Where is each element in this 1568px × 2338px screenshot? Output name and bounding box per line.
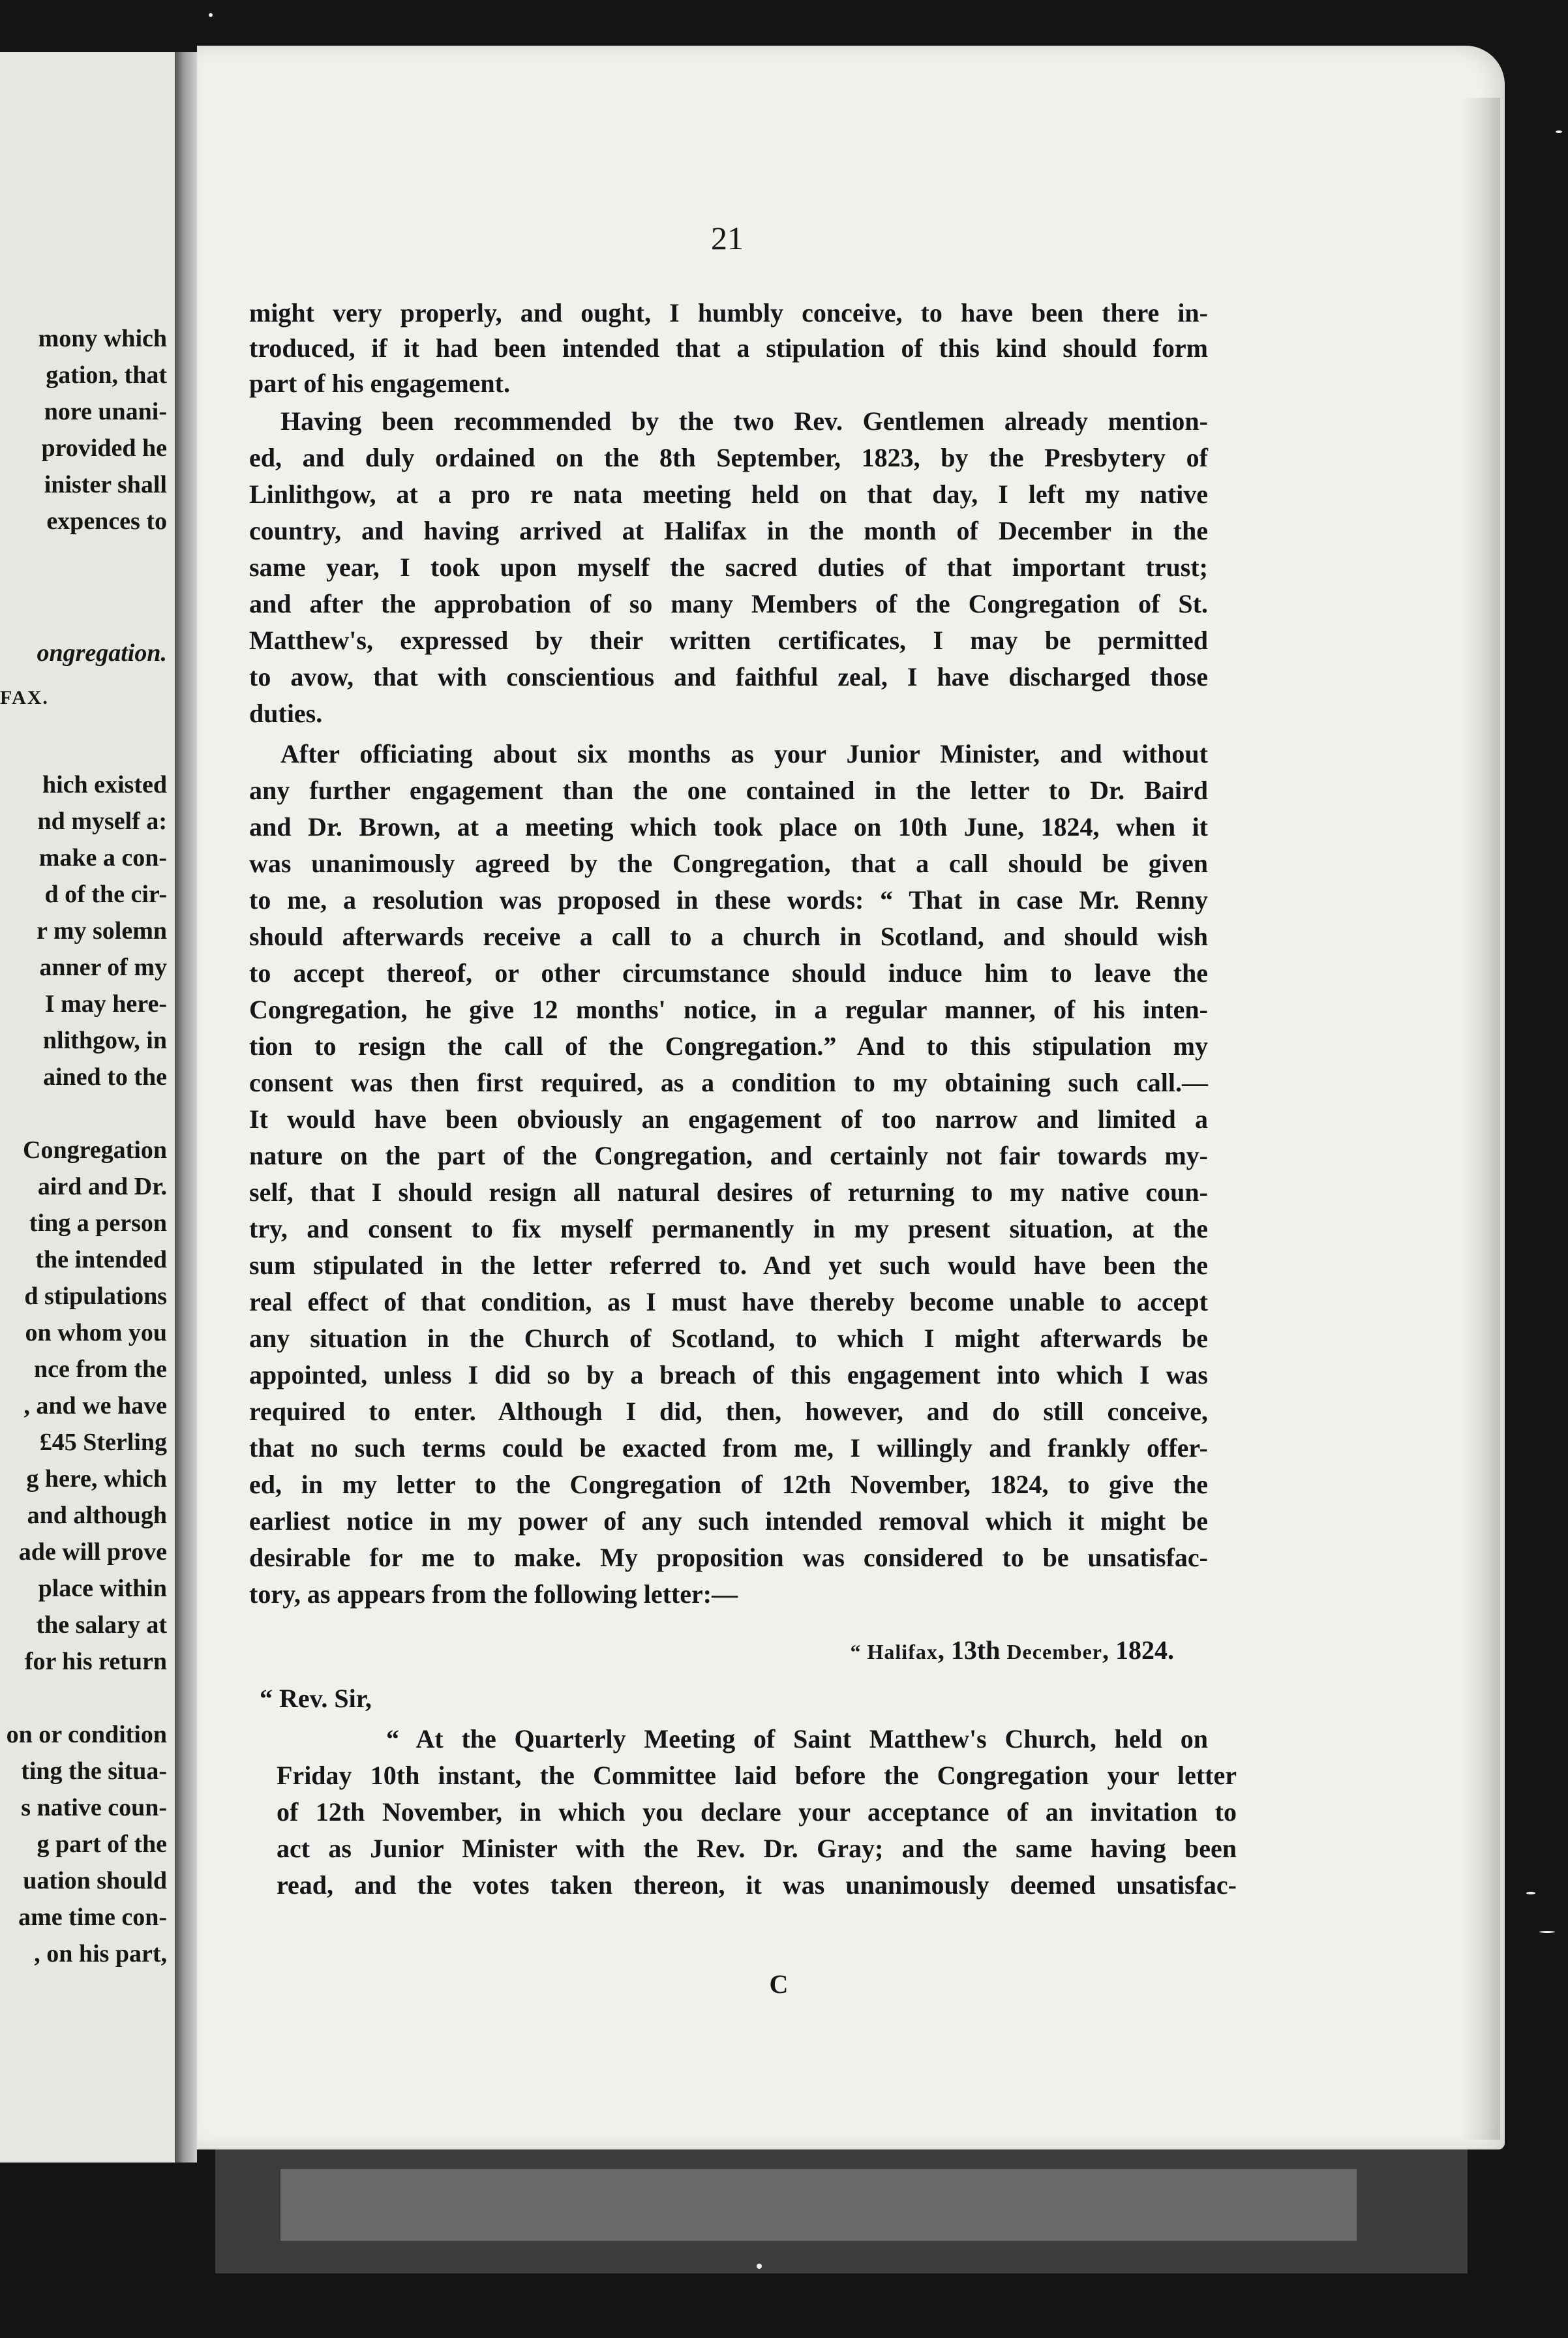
facing-line: r my solemn [37,917,167,945]
page-edge-shadow [1461,98,1500,2140]
facing-line: d of the cir- [44,881,167,908]
body-line: and after the approbation of so many Members of the Congregation of St. [249,589,1208,618]
facing-line: ting a person [29,1209,167,1237]
scan-speck [209,13,213,17]
dateline-year: , 1824. [1102,1635,1174,1665]
body-line: was unanimously agreed by the Congregation, that a call should be given [249,849,1208,878]
facing-line: Congregation [23,1136,167,1164]
letter-line: act as Junior Minister with the Rev. Dr. Gray; and the same having been [277,1834,1237,1863]
body-line: desirable for me to make. My proposition was considered to be unsatisfac- [249,1543,1208,1572]
facing-line: ained to the [43,1063,167,1091]
scan-speck [1526,1892,1535,1894]
body-line: and Dr. Brown, at a meeting which took place on 10th June, 1824, when it [249,812,1208,842]
facing-line: inister shall [44,471,167,498]
body-line: try, and consent to fix myself permanently in my present situation, at the [249,1214,1208,1243]
body-line: After officiating about six months as your Junior Minister, and without [280,739,1208,768]
facing-line: the salary at [36,1611,167,1639]
body-line: self, that I should resign all natural desires of returning to my native coun- [249,1177,1208,1207]
dateline-date: , 13th [937,1635,1007,1665]
facing-line: , and we have [23,1392,167,1420]
facing-line: nlithgow, in [42,1027,167,1054]
facing-line: the intended [35,1246,167,1273]
body-line: Matthew's, expressed by their written certificates, I may be permitted [249,626,1208,655]
facing-line: on or condition [6,1721,167,1748]
book-gutter [175,52,197,2163]
facing-page [0,52,175,2163]
facing-line: on whom you [25,1319,167,1346]
scan-bottom-band-inner [280,2169,1357,2241]
body-line: appointed, unless I did so by a breach of this engagement into which I was [249,1360,1208,1389]
letter-salutation: “ Rev. Sir, [260,1684,372,1713]
dateline-place: “ Halifax [850,1640,938,1663]
facing-line: aird and Dr. [37,1173,167,1200]
body-line: should afterwards receive a call to a church in Scotland, and should wish [249,922,1208,951]
facing-line: ongregation. [37,639,167,667]
body-line: Having been recommended by the two Rev. Gentlemen already mention- [280,406,1208,436]
facing-line: , on his part, [34,1940,167,1967]
facing-line: nore unani- [44,398,167,425]
body-line: earliest notice in my power of any such intended removal which it might be [249,1506,1208,1536]
facing-line: mony which [38,325,167,352]
body-line: troduced, if it had been intended that a stipulation of this kind should form [249,333,1208,363]
body-line: to accept thereof, or other circumstance should induce him to leave the [249,958,1208,988]
facing-line: FAX. [0,687,49,708]
body-line: to me, a resolution was proposed in these words: “ That in case Mr. Renny [249,885,1208,915]
body-line: nature on the part of the Congregation, and certainly not fair towards my- [249,1141,1208,1170]
facing-line: £45 Sterling [39,1429,167,1456]
body-line: tory, as appears from the following letter:— [249,1579,738,1609]
body-line: any situation in the Church of Scotland, to which I might afterwards be [249,1324,1208,1353]
facing-line: I may here- [44,990,167,1018]
facing-line: d stipulations [24,1283,167,1310]
body-line: tion to resign the call of the Congregation.” And to this stipulation my [249,1031,1208,1061]
letter-line: Friday 10th instant, the Committee laid before the Congregation your letter [277,1761,1237,1790]
body-line: might very properly, and ought, I humbly conceive, to have been there in- [249,298,1208,327]
body-line: country, and having arrived at Halifax in the month of December in the [249,516,1208,545]
scan-speck [1539,1931,1555,1933]
body-line: ed, in my letter to the Congregation of 12th November, 1824, to give the [249,1470,1208,1499]
body-line: It would have been obviously an engagement of too narrow and limited a [249,1104,1208,1134]
facing-line: hich existed [42,771,167,798]
letter-line: of 12th November, in which you declare your acceptance of an invitation to [277,1797,1237,1827]
facing-line: g part of the [37,1830,167,1858]
facing-line: anner of my [39,954,167,981]
facing-line: ame time con- [18,1904,167,1931]
facing-line: for his return [24,1648,167,1675]
facing-line: expences to [46,508,167,535]
body-line: Congregation, he give 12 months' notice, in a regular manner, of his inten- [249,995,1208,1024]
facing-line: ting the situa- [21,1757,167,1785]
body-line: duties. [249,699,323,728]
body-line: required to enter. Although I did, then, however, and do still conceive, [249,1397,1208,1426]
body-line: that no such terms could be exacted from me, I willingly and frankly offer- [249,1433,1208,1463]
facing-line: provided he [41,434,167,462]
facing-line: nce from the [33,1356,167,1383]
facing-line: uation should [23,1867,167,1894]
scan-speck [757,2264,762,2269]
facing-line: gation, that [46,361,167,389]
body-line: to avow, that with conscientious and faithful zeal, I have discharged those [249,662,1208,691]
dateline-month: December [1006,1640,1102,1663]
facing-line: ade will prove [18,1538,167,1566]
facing-line: g here, which [26,1465,167,1493]
body-line: any further engagement than the one contained in the letter to Dr. Baird [249,776,1208,805]
letter-line: read, and the votes taken thereon, it was unanimously deemed unsatisfac- [277,1870,1237,1900]
facing-line: make a con- [38,844,167,872]
scan-speck [1556,130,1562,133]
page-number: 21 [711,220,744,256]
facing-line: nd myself a: [37,808,167,835]
facing-line: s native coun- [21,1794,167,1821]
signature-mark: C [769,1969,789,1999]
body-line: sum stipulated in the letter referred to. And yet such would have been the [249,1251,1208,1280]
body-line: same year, I took upon myself the sacred duties of that important trust; [249,553,1208,582]
body-line: consent was then first required, as a condition to my obtaining such call.— [249,1068,1208,1097]
body-line: Linlithgow, at a pro re nata meeting held on that day, I left my native [249,479,1208,509]
facing-line: place within [38,1575,167,1602]
body-line: real effect of that condition, as I must have thereby become unable to accept [249,1287,1208,1316]
letter-dateline [717,1637,1174,1663]
letter-line: “ At the Quarterly Meeting of Saint Matthew's Church, held on [386,1724,1208,1754]
body-line: part of his engagement. [249,369,510,398]
body-line: ed, and duly ordained on the 8th September, 1823, by the Presbytery of [249,443,1208,472]
facing-line: and although [27,1502,167,1529]
